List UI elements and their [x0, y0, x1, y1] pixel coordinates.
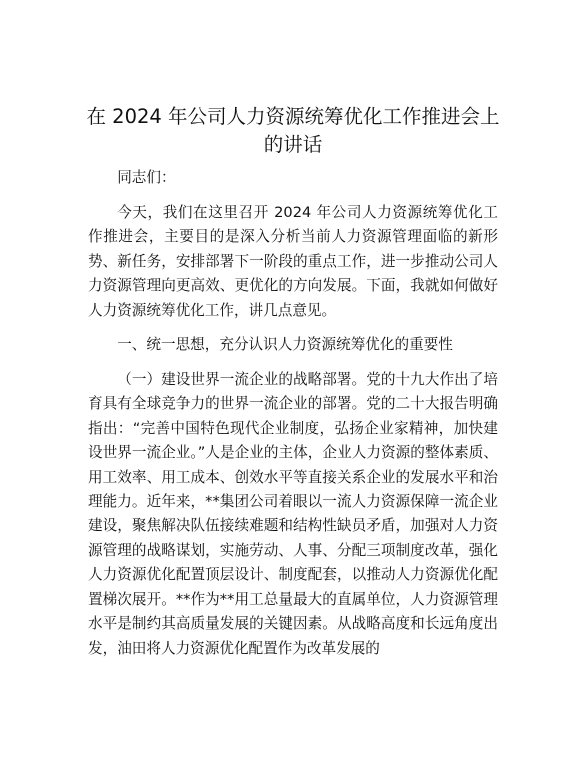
subsection-paragraph: （一）建设世界一流企业的战略部署。党的十九大作出了培育具有全球竞争力的世界一流企业的部署。党的二十大报告明确指出：“完善中国特色现代企业制度，弘扬企业家精神，加快建设世界一流企业。”人是企业的主体，企业人力资源的整体素质、用工效率、用工成本、创效水平等直接关系企业的发展水平和治理能力。近年来，**集团公司着眼以一流人力资源保障一流企业建设，聚焦解决队伍接续难题和结构性缺员矛盾，加强对人力资源管理的战略谋划，实施劳动、人事、分配三项制度改革，强化人力资源优化配置顶层设计、制度配套，以推动人力资源优化配置梯次展开。**作为**用工总量最大的直属单位，人力资源管理水平是制约其高质量发展的关键因素。从战略高度和长远角度出发，油田将人力资源优化配置作为改革发展的: [88, 371, 498, 657]
intro-paragraph: 今天，我们在这里召开 2024 年公司人力资源统筹优化工作推进会，主要目的是深入分析当前人力资源管理面临的新形势、新任务，安排部署下一阶段的重点工作，进一步推动公司人力资源管理向更高效、更优化的方向发展。下面，我就如何做好人力资源统筹优化工作，讲几点意见。: [88, 204, 498, 319]
salutation: 同志们：: [117, 169, 176, 186]
section-heading: 一、统一思想，充分认识人力资源统筹优化的重要性: [117, 336, 453, 354]
document-title: 在 2024 年公司人力资源统筹优化工作推进会上的讲话: [86, 105, 500, 156]
document-body: [88, 166, 498, 661]
